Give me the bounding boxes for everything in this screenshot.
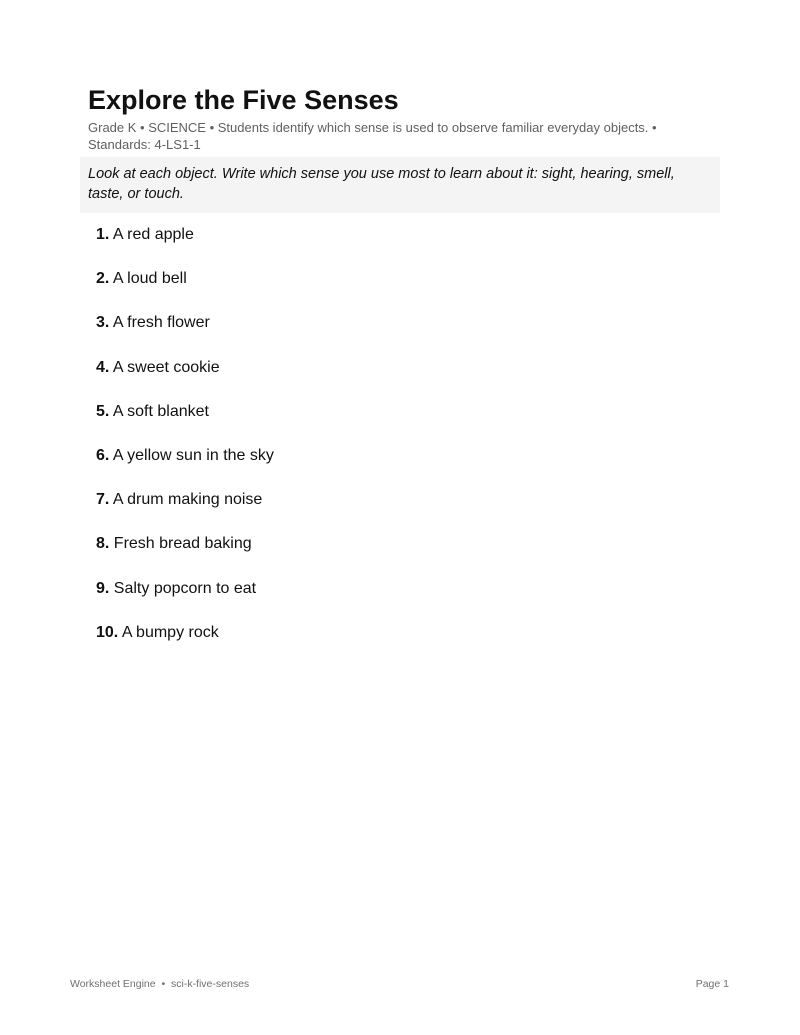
instructions-box: Look at each object. Write which sense you use most to learn about it: sight, hearing, smell, taste, or touch. xyxy=(80,157,720,213)
question-number: 6. xyxy=(96,446,110,464)
question-number: 1. xyxy=(96,226,110,243)
question-text: A red apple xyxy=(112,226,194,243)
question-number: 2. xyxy=(96,270,110,288)
footer-source xyxy=(70,978,249,990)
question-number: 5. xyxy=(96,402,110,420)
question-item xyxy=(96,487,274,531)
question-item xyxy=(96,576,274,620)
question-number: 8. xyxy=(96,535,110,553)
question-text: A drum making noise xyxy=(112,491,263,509)
question-text: Salty popcorn to eat xyxy=(113,579,257,597)
footer-worksheet-id: sci-k-five-senses xyxy=(170,978,250,990)
question-item xyxy=(96,222,274,266)
question-item xyxy=(96,531,274,575)
question-text: A fresh flower xyxy=(112,314,210,332)
footer-separator: • xyxy=(161,978,166,990)
question-text: A yellow sun in the sky xyxy=(112,446,274,464)
question-number: 7. xyxy=(96,491,110,509)
question-text: Fresh bread baking xyxy=(113,535,252,553)
question-item xyxy=(96,310,274,354)
question-item xyxy=(96,399,274,443)
question-list xyxy=(96,222,274,664)
question-number: 3. xyxy=(96,314,110,332)
question-text: A soft blanket xyxy=(112,402,209,420)
question-number: 10. xyxy=(96,623,119,641)
worksheet-meta: Grade K • SCIENCE • Students identify which sense is used to observe familiar everyday objects. • Standards: 4-LS1-1 xyxy=(88,120,657,152)
footer-engine-name: Worksheet Engine xyxy=(70,978,156,990)
question-number: 4. xyxy=(96,358,110,376)
question-item xyxy=(96,266,274,310)
question-item xyxy=(96,620,274,664)
worksheet-title: Explore the Five Senses xyxy=(88,85,399,115)
question-text: A loud bell xyxy=(112,270,187,288)
question-item xyxy=(96,355,274,399)
question-number: 9. xyxy=(96,579,110,597)
question-item xyxy=(96,443,274,487)
question-text: A sweet cookie xyxy=(112,358,220,376)
question-text: A bumpy rock xyxy=(121,623,219,641)
footer-page-number: Page 1 xyxy=(695,978,729,990)
